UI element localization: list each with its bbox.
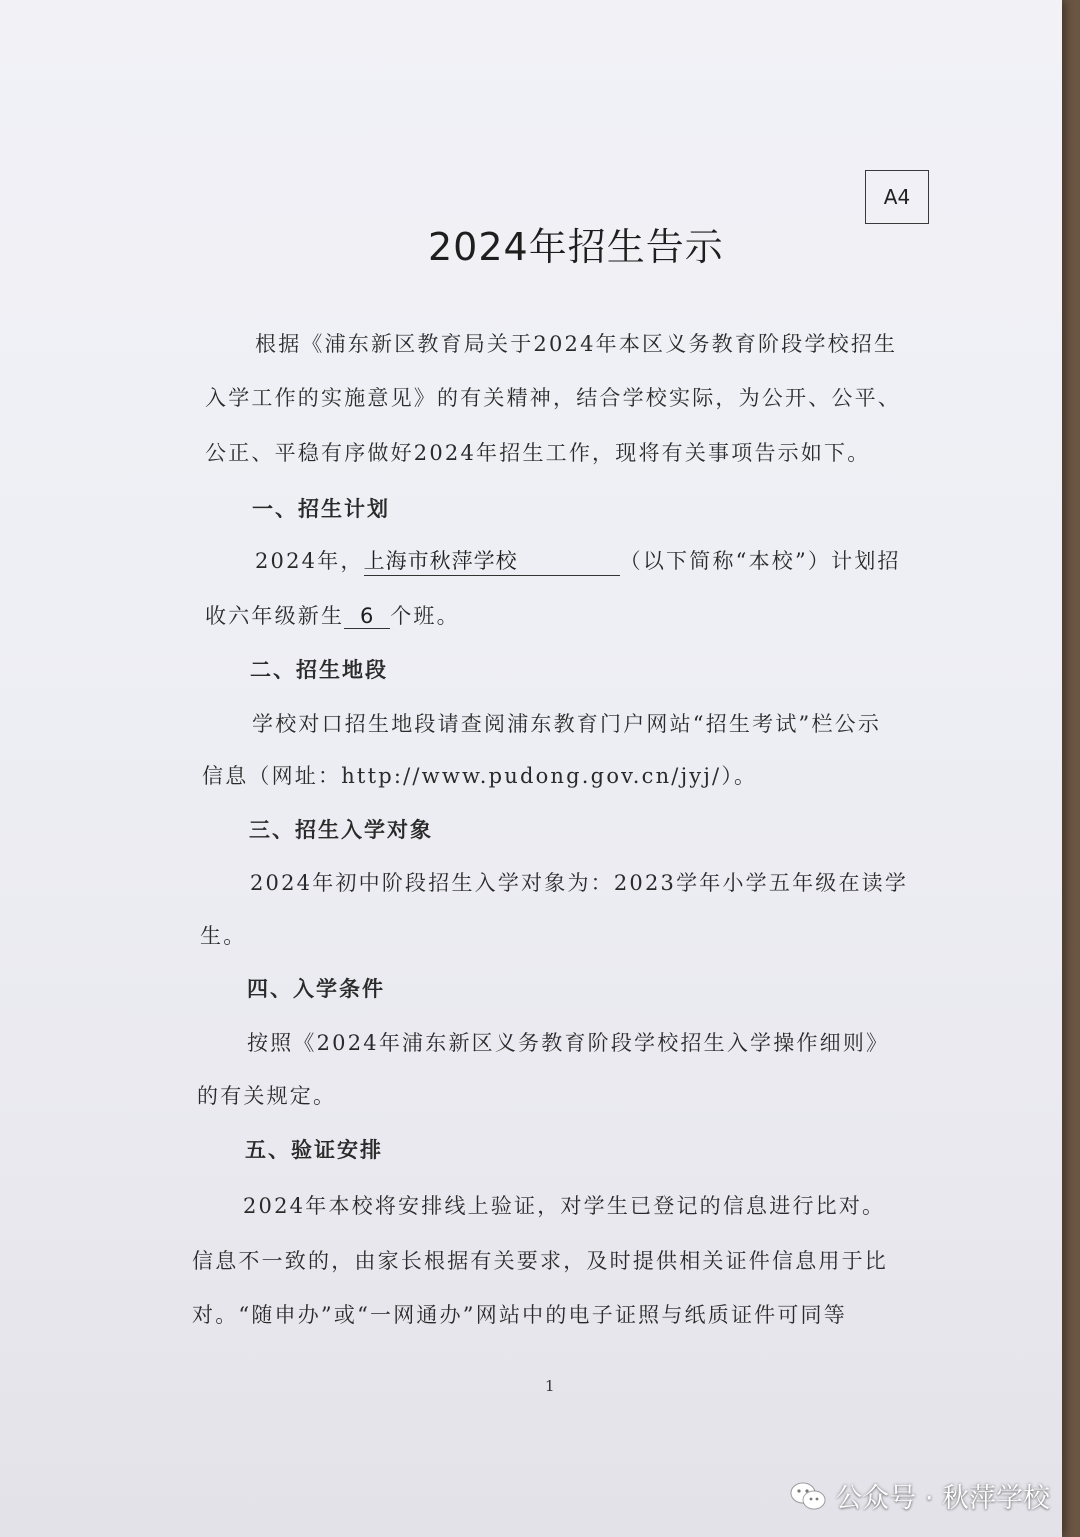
wechat-watermark xyxy=(789,1476,1050,1515)
intro-line-2: 入学工作的实施意见》的有关精神，结合学校实际，为公开、公平、 xyxy=(205,386,901,410)
plan-grade-text: 收六年级新生 xyxy=(205,604,345,628)
school-name-field: 上海市秋萍学校 xyxy=(364,545,620,576)
district-line-2: 信息（网址：http://www.pudong.gov.cn/jyj/）。 xyxy=(202,764,758,788)
section-heading-4: 四、入学条件 xyxy=(247,977,385,1001)
target-line-2: 生。 xyxy=(200,924,247,948)
paper-size-box: A4 xyxy=(865,170,929,224)
section-heading-3: 三、招生入学对象 xyxy=(249,818,433,842)
condition-line-2: 的有关规定。 xyxy=(197,1084,337,1108)
plan-year-text: 2024年， xyxy=(255,549,364,573)
target-line-1: 2024年初中阶段招生入学对象为：2023学年小学五年级在读学 xyxy=(250,871,909,895)
district-line-1: 学校对口招生地段请查阅浦东教育门户网站“招生考试”栏公示 xyxy=(252,712,882,736)
condition-line-1: 按照《2024年浦东新区义务教育阶段学校招生入学操作细则》 xyxy=(247,1031,890,1055)
plan-mid-text: （以下简称“本校”）计划招 xyxy=(619,549,901,573)
verify-line-2: 信息不一致的，由家长根据有关要求，及时提供相关证件信息用于比 xyxy=(192,1249,888,1273)
plan-suffix-text: 个班。 xyxy=(390,604,460,628)
section-heading-2: 二、招生地段 xyxy=(250,658,388,682)
section-heading-5: 五、验证安排 xyxy=(245,1138,383,1162)
wechat-icon xyxy=(789,1480,827,1512)
section-heading-1: 一、招生计划 xyxy=(252,497,390,521)
verify-line-3: 对。“随申办”或“一网通办”网站中的电子证照与纸质证件可同等 xyxy=(192,1303,847,1327)
intro-line-3: 公正、平稳有序做好2024年招生工作，现将有关事项告示如下。 xyxy=(205,441,871,465)
plan-line-1 xyxy=(255,545,901,576)
page-title: 2024年招生告示 xyxy=(428,225,724,269)
verify-line-1: 2024年本校将安排线上验证，对学生已登记的信息进行比对。 xyxy=(243,1194,886,1218)
plan-line-2 xyxy=(205,600,460,630)
class-count-field: 6 xyxy=(344,604,390,629)
watermark-text: 公众号 · 秋萍学校 xyxy=(835,1483,1050,1514)
page-number: 1 xyxy=(545,1377,555,1395)
intro-line-1: 根据《浦东新区教育局关于2024年本区义务教育阶段学校招生 xyxy=(255,332,898,356)
